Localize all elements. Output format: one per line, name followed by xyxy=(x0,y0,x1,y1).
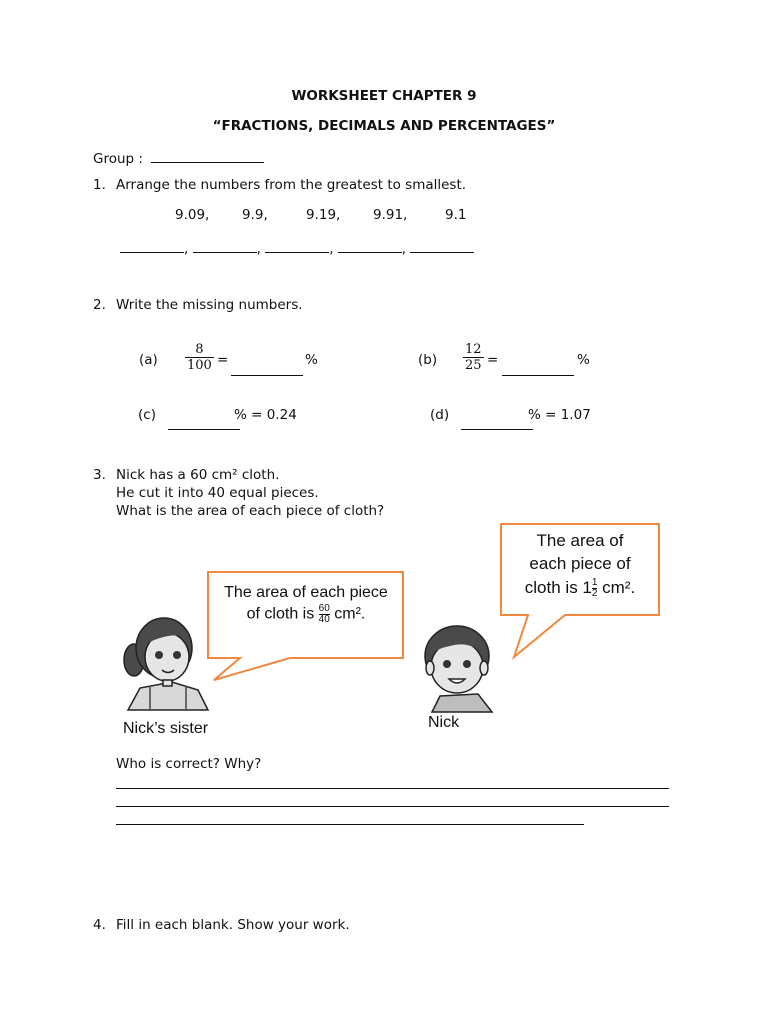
q1-text: Arrange the numbers from the greatest to smallest. xyxy=(116,177,467,193)
fraction-denominator: 100 xyxy=(187,358,212,373)
q3-line-1: Nick has a 60 cm² cloth. xyxy=(116,467,280,483)
blank-separator: , xyxy=(401,241,407,257)
sister-bubble-line-1: The area of each piece xyxy=(224,584,388,601)
q3-line-3: What is the area of each piece of cloth? xyxy=(116,503,385,519)
fraction-numerator: 8 xyxy=(195,342,204,357)
sister-label: Nick’s sister xyxy=(123,720,209,737)
worksheet-title: WORKSHEET CHAPTER 9 xyxy=(291,88,477,104)
q2a-label: (a) xyxy=(139,352,158,368)
q2-text: Write the missing numbers. xyxy=(116,297,303,313)
q2-number: 2. xyxy=(93,297,106,313)
nick-bubble-line-1: The area of xyxy=(536,531,624,550)
nick-bubble-line-3 xyxy=(502,578,658,599)
q2c-label: (c) xyxy=(138,407,156,423)
worksheet-subtitle: “FRACTIONS, DECIMALS AND PERCENTAGES” xyxy=(212,118,556,134)
nick-character xyxy=(425,626,492,712)
fraction-numerator: 12 xyxy=(465,342,482,357)
nick-label: Nick xyxy=(428,714,460,731)
q2b-percent: % xyxy=(577,352,590,368)
nick-bubble-fraction xyxy=(592,578,598,599)
sister-bubble-fraction xyxy=(319,604,330,625)
q2d-label: (d) xyxy=(430,407,450,423)
sister-bubble-unit: cm². xyxy=(334,605,366,623)
q1-number-item: 9.91, xyxy=(373,207,408,223)
blank-separator: , xyxy=(256,241,261,257)
q1-number: 1. xyxy=(93,177,106,193)
q1-number-item: 9.19, xyxy=(306,207,341,223)
fraction-denominator: 2 xyxy=(591,588,598,600)
q2c-tail: % = 0.24 xyxy=(234,407,297,423)
fraction-denominator: 25 xyxy=(465,358,482,373)
answer-line[interactable] xyxy=(116,788,669,789)
answer-line[interactable] xyxy=(116,824,584,825)
q3-question: Who is correct? Why? xyxy=(116,756,262,772)
blank-separator: , xyxy=(184,241,189,257)
q4-text: Fill in each blank. Show your work. xyxy=(116,917,350,933)
q2a-percent: % xyxy=(305,352,318,368)
group-label: Group : xyxy=(93,151,143,167)
blank-separator: , xyxy=(329,241,334,257)
nick-bubble-text: cloth is 1 xyxy=(524,578,592,597)
q1-number-item: 9.9, xyxy=(242,207,268,223)
fraction-numerator: 1 xyxy=(591,577,598,589)
q2d-tail: % = 1.07 xyxy=(528,407,591,423)
sister-character xyxy=(124,618,208,710)
nick-bubble-unit: cm². xyxy=(602,578,636,597)
fraction-numerator: 60 xyxy=(318,603,330,614)
sister-bubble-text: of cloth is xyxy=(246,605,315,623)
fraction-denominator: 40 xyxy=(318,614,330,625)
q2b-label: (b) xyxy=(418,352,438,368)
q1-number-item: 9.09, xyxy=(175,207,210,223)
q3-line-2: He cut it into 40 equal pieces. xyxy=(116,485,319,501)
q3-number: 3. xyxy=(93,467,106,483)
answer-line[interactable] xyxy=(116,806,669,807)
q2a-equals: = xyxy=(217,352,229,368)
q4-number: 4. xyxy=(93,917,106,933)
q1-number-item: 9.1 xyxy=(445,207,467,223)
sister-bubble-line-2 xyxy=(210,604,402,625)
q2b-equals: = xyxy=(487,352,499,368)
nick-bubble-line-2: each piece of xyxy=(529,554,631,573)
